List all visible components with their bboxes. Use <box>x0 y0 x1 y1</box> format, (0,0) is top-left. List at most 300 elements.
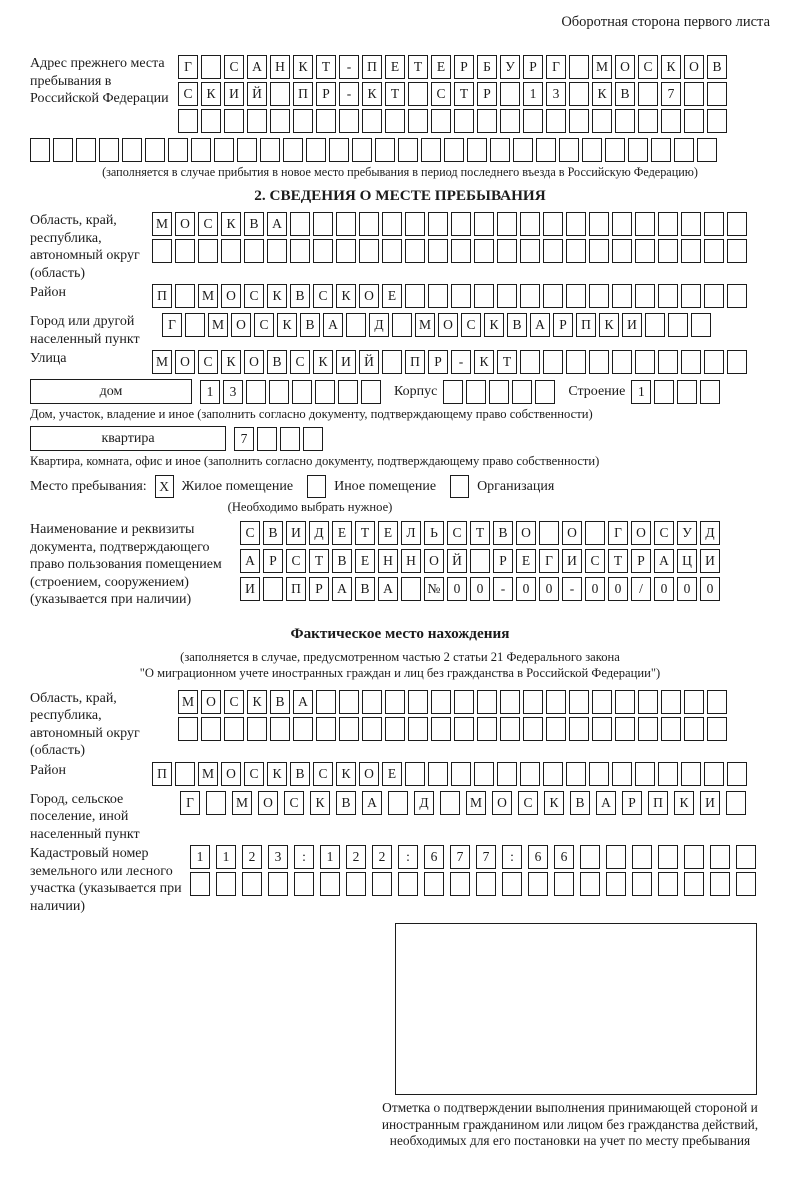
char-cell <box>294 872 314 896</box>
mesto-label: Место пребывания: <box>30 478 147 494</box>
char-cell <box>569 109 589 133</box>
char-cell: П <box>152 284 172 308</box>
char-cell <box>451 239 471 263</box>
char-cell: 1 <box>320 845 340 869</box>
char-cell <box>385 717 405 741</box>
char-cell <box>476 872 496 896</box>
char-cell: К <box>221 350 241 374</box>
char-cell <box>658 762 678 786</box>
char-cell: 0 <box>539 577 559 601</box>
char-cell: 2 <box>242 845 262 869</box>
char-cell <box>684 109 704 133</box>
fact-notes <box>30 649 770 681</box>
char-cell: Е <box>385 55 405 79</box>
char-cell <box>201 109 221 133</box>
char-cell <box>500 109 520 133</box>
char-cell <box>454 109 474 133</box>
char-cell <box>707 690 727 714</box>
char-cell <box>339 690 359 714</box>
char-cell <box>684 717 704 741</box>
document-row-3 <box>240 577 770 601</box>
char-cell <box>268 872 288 896</box>
char-cell: С <box>178 82 198 106</box>
char-cell <box>559 138 579 162</box>
char-cell: Г <box>546 55 566 79</box>
char-cell: / <box>631 577 651 601</box>
char-cell <box>632 845 652 869</box>
char-cell <box>674 138 694 162</box>
char-cell: Т <box>355 521 375 545</box>
char-cell: С <box>313 762 333 786</box>
char-cell <box>736 845 756 869</box>
fact-kadastr-label: Кадастровый номер земельного или лесного участка (указывается при наличии) <box>30 846 182 914</box>
char-cell <box>500 717 520 741</box>
char-cell: С <box>518 791 538 815</box>
char-cell: В <box>244 212 264 236</box>
char-cell <box>707 717 727 741</box>
char-cell: М <box>415 313 435 337</box>
fact-note-2: "О миграционном учете иностранных граждан и лиц без гражданства в Российской Федерации") <box>139 665 661 680</box>
char-cell <box>635 212 655 236</box>
char-cell: О <box>424 549 444 573</box>
char-cell: - <box>339 82 359 106</box>
dom-cells <box>200 380 384 404</box>
char-cell: С <box>198 212 218 236</box>
char-cell <box>566 762 586 786</box>
char-cell: О <box>359 284 379 308</box>
char-cell <box>316 717 336 741</box>
char-cell <box>346 872 366 896</box>
char-cell: М <box>232 791 252 815</box>
char-cell: Т <box>309 549 329 573</box>
char-cell <box>592 717 612 741</box>
char-cell <box>661 109 681 133</box>
char-cell <box>612 212 632 236</box>
char-cell: Т <box>408 55 428 79</box>
char-cell: О <box>438 313 458 337</box>
char-cell: Д <box>309 521 329 545</box>
char-cell: И <box>240 577 260 601</box>
char-cell: Е <box>332 521 352 545</box>
char-cell <box>242 872 262 896</box>
char-cell <box>512 380 532 404</box>
char-cell <box>710 845 730 869</box>
char-cell <box>122 138 142 162</box>
kvartira-box: квартира <box>30 426 226 451</box>
char-cell: Й <box>247 82 267 106</box>
char-cell: 1 <box>200 380 220 404</box>
char-cell <box>635 350 655 374</box>
char-cell <box>440 791 460 815</box>
char-cell: К <box>474 350 494 374</box>
char-cell <box>270 109 290 133</box>
char-cell: Р <box>477 82 497 106</box>
char-cell: В <box>290 762 310 786</box>
char-cell <box>408 109 428 133</box>
char-cell: 7 <box>476 845 496 869</box>
char-cell <box>546 717 566 741</box>
char-cell: А <box>332 577 352 601</box>
char-cell <box>398 872 418 896</box>
dom-box: дом <box>30 379 192 404</box>
char-cell: О <box>359 762 379 786</box>
char-cell: В <box>615 82 635 106</box>
char-cell: 0 <box>700 577 720 601</box>
char-cell: Т <box>470 521 490 545</box>
char-cell <box>474 239 494 263</box>
char-cell <box>677 380 697 404</box>
char-cell <box>359 239 379 263</box>
char-cell: С <box>224 690 244 714</box>
char-cell <box>726 791 746 815</box>
char-cell <box>704 239 724 263</box>
char-cell <box>615 717 635 741</box>
char-cell <box>580 845 600 869</box>
char-cell: 0 <box>470 577 490 601</box>
char-cell: 1 <box>190 845 210 869</box>
char-cell <box>661 717 681 741</box>
char-cell <box>290 212 310 236</box>
char-cell: С <box>254 313 274 337</box>
char-cell <box>727 239 747 263</box>
char-cell: : <box>398 845 418 869</box>
char-cell <box>654 380 674 404</box>
prev-address-note: (заполняется в случае прибытия в новое место пребывания в период последнего въезда в Российскую Федерацию) <box>102 165 698 179</box>
char-cell <box>346 313 366 337</box>
char-cell <box>431 690 451 714</box>
char-cell <box>30 138 50 162</box>
s2-oblast-block <box>30 212 770 282</box>
char-cell: Е <box>378 521 398 545</box>
char-cell: О <box>615 55 635 79</box>
char-cell <box>606 872 626 896</box>
char-cell: А <box>293 690 313 714</box>
char-cell <box>443 380 463 404</box>
char-cell <box>477 109 497 133</box>
char-cell: Е <box>382 284 402 308</box>
char-cell: Б <box>477 55 497 79</box>
s2-oblast-row-1 <box>152 212 770 236</box>
char-cell <box>691 313 711 337</box>
fact-raion-row <box>152 762 750 786</box>
char-cell: П <box>152 762 172 786</box>
char-cell <box>592 690 612 714</box>
char-cell: 3 <box>223 380 243 404</box>
document-label: Наименование и реквизиты документа, подтверждающего право пользования помещением (строением, сооружением) (указывается при наличии) <box>30 522 222 607</box>
s2-ulitsa-label: Улица <box>30 351 67 366</box>
char-cell <box>727 284 747 308</box>
checkbox-organizatsiya <box>450 475 469 498</box>
char-cell: В <box>570 791 590 815</box>
fact-gorod-row <box>180 791 752 815</box>
opt-zhiloe-label: Жилое помещение <box>181 478 294 494</box>
char-cell <box>385 690 405 714</box>
char-cell <box>428 212 448 236</box>
char-cell: Ц <box>677 549 697 573</box>
char-cell: Р <box>263 549 283 573</box>
char-cell <box>405 284 425 308</box>
char-cell: Р <box>454 55 474 79</box>
char-cell: № <box>424 577 444 601</box>
char-cell <box>145 138 165 162</box>
char-cell: А <box>596 791 616 815</box>
prev-address-row-2 <box>178 82 770 106</box>
char-cell <box>382 239 402 263</box>
char-cell: - <box>339 55 359 79</box>
s2-gorod-row <box>162 313 714 337</box>
opt-organizatsiya-label: Организация <box>477 478 555 494</box>
fact-gorod-label: Город, сельское поселение, иной населенный пункт <box>30 791 140 842</box>
char-cell <box>489 380 509 404</box>
char-cell: У <box>500 55 520 79</box>
fact-oblast-row-1 <box>178 690 770 714</box>
char-cell <box>283 138 303 162</box>
char-cell <box>668 313 688 337</box>
char-cell <box>569 82 589 106</box>
char-cell: О <box>516 521 536 545</box>
char-cell: Т <box>608 549 628 573</box>
char-cell: 0 <box>585 577 605 601</box>
kvartira-note: Квартира, комната, офис и иное (заполнить согласно документу, подтверждающему право собственности) <box>30 454 600 468</box>
fact-kadastr-row-2 <box>190 872 770 896</box>
char-cell: П <box>362 55 382 79</box>
char-cell <box>53 138 73 162</box>
char-cell <box>398 138 418 162</box>
char-cell <box>247 109 267 133</box>
char-cell: К <box>362 82 382 106</box>
char-cell <box>428 239 448 263</box>
char-cell: Ь <box>424 521 444 545</box>
char-cell <box>569 690 589 714</box>
opt-inoe-label: Иное помещение <box>334 478 437 494</box>
char-cell: Р <box>493 549 513 573</box>
char-cell: 1 <box>523 82 543 106</box>
char-cell: 2 <box>346 845 366 869</box>
char-cell <box>500 690 520 714</box>
char-cell: 7 <box>450 845 470 869</box>
char-cell: О <box>231 313 251 337</box>
s2-dom-row <box>30 379 770 404</box>
char-cell: В <box>707 55 727 79</box>
stamp-box <box>395 923 757 1095</box>
char-cell <box>450 872 470 896</box>
char-cell: Е <box>431 55 451 79</box>
char-cell <box>339 717 359 741</box>
char-cell <box>569 717 589 741</box>
char-cell <box>592 109 612 133</box>
char-cell <box>313 212 333 236</box>
char-cell <box>605 138 625 162</box>
char-cell: О <box>221 284 241 308</box>
char-cell: А <box>267 212 287 236</box>
char-cell <box>704 350 724 374</box>
mesto-line <box>30 475 770 498</box>
char-cell <box>585 521 605 545</box>
char-cell <box>684 872 704 896</box>
char-cell <box>405 239 425 263</box>
char-cell <box>178 717 198 741</box>
char-cell: - <box>562 577 582 601</box>
char-cell: М <box>152 212 172 236</box>
char-cell: О <box>221 762 241 786</box>
char-cell <box>237 138 257 162</box>
char-cell <box>566 284 586 308</box>
s2-ulitsa-block <box>30 350 770 377</box>
char-cell: С <box>284 791 304 815</box>
char-cell <box>401 577 421 601</box>
char-cell: Г <box>178 55 198 79</box>
char-cell <box>502 872 522 896</box>
fact-oblast-row-2 <box>178 717 770 741</box>
char-cell: 6 <box>424 845 444 869</box>
char-cell: Т <box>497 350 517 374</box>
char-cell <box>214 138 234 162</box>
char-cell <box>681 284 701 308</box>
char-cell <box>467 138 487 162</box>
char-cell <box>523 109 543 133</box>
char-cell: Е <box>355 549 375 573</box>
char-cell: 0 <box>654 577 674 601</box>
char-cell: Н <box>401 549 421 573</box>
char-cell <box>543 762 563 786</box>
char-cell: А <box>530 313 550 337</box>
char-cell <box>645 313 665 337</box>
char-cell <box>543 284 563 308</box>
char-cell: Т <box>316 55 336 79</box>
char-cell <box>569 55 589 79</box>
char-cell: М <box>592 55 612 79</box>
korpus-cells <box>443 380 558 404</box>
char-cell: А <box>378 577 398 601</box>
char-cell <box>474 762 494 786</box>
char-cell: С <box>447 521 467 545</box>
char-cell <box>269 380 289 404</box>
s2-ulitsa-row <box>152 350 750 374</box>
char-cell <box>546 109 566 133</box>
char-cell <box>175 284 195 308</box>
char-cell: - <box>451 350 471 374</box>
char-cell <box>497 284 517 308</box>
char-cell: К <box>267 762 287 786</box>
char-cell <box>638 690 658 714</box>
char-cell <box>520 762 540 786</box>
char-cell: О <box>631 521 651 545</box>
fact-kadastr-row-1 <box>190 845 770 869</box>
char-cell: С <box>224 55 244 79</box>
char-cell <box>681 212 701 236</box>
char-cell <box>293 717 313 741</box>
char-cell <box>408 690 428 714</box>
char-cell <box>454 717 474 741</box>
char-cell: О <box>684 55 704 79</box>
char-cell <box>352 138 372 162</box>
char-cell <box>474 284 494 308</box>
char-cell <box>566 239 586 263</box>
s2-kvartira-row <box>30 426 770 451</box>
s2-oblast-row-2 <box>152 239 770 263</box>
char-cell: К <box>293 55 313 79</box>
char-cell <box>303 427 323 451</box>
char-cell: С <box>244 284 264 308</box>
char-cell: С <box>290 350 310 374</box>
char-cell: 2 <box>372 845 392 869</box>
char-cell <box>638 82 658 106</box>
char-cell: М <box>466 791 486 815</box>
char-cell: А <box>323 313 343 337</box>
char-cell: С <box>585 549 605 573</box>
char-cell <box>704 212 724 236</box>
char-cell: М <box>198 762 218 786</box>
char-cell: 3 <box>546 82 566 106</box>
char-cell <box>727 212 747 236</box>
char-cell: К <box>336 762 356 786</box>
char-cell <box>704 284 724 308</box>
fact-gorod-block <box>30 791 770 844</box>
char-cell <box>362 109 382 133</box>
char-cell: 6 <box>528 845 548 869</box>
char-cell: О <box>175 350 195 374</box>
char-cell <box>362 717 382 741</box>
mesto-note: (Необходимо выбрать нужное) <box>227 500 393 514</box>
char-cell <box>707 109 727 133</box>
s2-raion-row <box>152 284 750 308</box>
char-cell: И <box>700 791 720 815</box>
char-cell <box>306 138 326 162</box>
char-cell: И <box>700 549 720 573</box>
char-cell: И <box>286 521 306 545</box>
char-cell: В <box>270 690 290 714</box>
char-cell <box>520 284 540 308</box>
document-row-2 <box>240 549 770 573</box>
char-cell <box>589 239 609 263</box>
char-cell: 0 <box>447 577 467 601</box>
char-cell: Р <box>622 791 642 815</box>
char-cell <box>454 690 474 714</box>
char-cell: В <box>263 521 283 545</box>
char-cell <box>316 109 336 133</box>
char-cell <box>388 791 408 815</box>
char-cell: Н <box>378 549 398 573</box>
char-cell <box>244 239 264 263</box>
char-cell <box>520 350 540 374</box>
char-cell <box>392 313 412 337</box>
char-cell <box>451 284 471 308</box>
char-cell: Р <box>523 55 543 79</box>
char-cell: Р <box>553 313 573 337</box>
char-cell: К <box>247 690 267 714</box>
char-cell: О <box>562 521 582 545</box>
char-cell: : <box>294 845 314 869</box>
char-cell <box>382 212 402 236</box>
char-cell: А <box>362 791 382 815</box>
char-cell: К <box>544 791 564 815</box>
char-cell <box>589 762 609 786</box>
char-cell <box>727 350 747 374</box>
char-cell <box>315 380 335 404</box>
char-cell <box>246 380 266 404</box>
fact-oblast-label: Область, край, республика, автономный округ (область) <box>30 690 140 758</box>
char-cell: Р <box>428 350 448 374</box>
char-cell: К <box>599 313 619 337</box>
char-cell <box>421 138 441 162</box>
char-cell: П <box>648 791 668 815</box>
char-cell <box>681 350 701 374</box>
char-cell: Д <box>700 521 720 545</box>
char-cell <box>372 872 392 896</box>
char-cell: Р <box>631 549 651 573</box>
char-cell <box>382 350 402 374</box>
char-cell <box>224 717 244 741</box>
